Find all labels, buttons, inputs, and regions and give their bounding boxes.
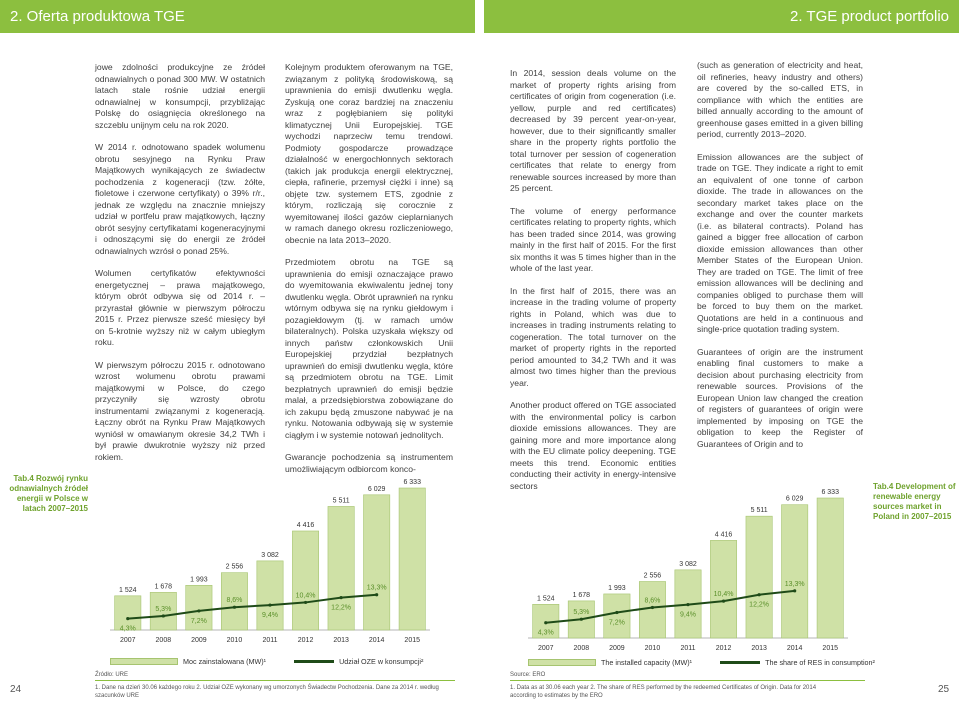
legend-line-swatch — [294, 660, 334, 663]
paragraph: Gwarancje pochodzenia są instrumentem umożliwiającym odbiorcom konco- — [285, 452, 453, 474]
line-value-label: 10,4% — [295, 592, 316, 600]
line-value-label: 12,2% — [331, 604, 352, 612]
x-tick-label: 2011 — [262, 637, 278, 644]
source-left: Źródło: URE — [95, 672, 129, 678]
paragraph: In 2014, session deals volume on the market of property rights arising from certificates of origin from cogeneration (i.e. yellow, purple and red certificates) decreased by 39 percent year-on-year, however, due to their significantly smaller share in the property rights portfolio the total turnover per session of cogeneration certificates that relate to energy from renewable sources increased by more than 25 percent. — [510, 68, 676, 193]
paragraph: Emission allowances are the subject of trade on TGE. They indicate a right to emit an equivalent of one tonne of carbon dioxide. The trade in allowances on the secondary market takes place on the exchange and over the counter markets (i.e. as bilateral contracts). Poland has gained a bigger free allocation of carbon dioxide emission allowances than other Member States of the European Union. They are traded on TGE. The limit of free emission allowances will be declining and companies obliged to purchase them will be forced to buy them on the market. Quotations are held in a continuous and single-price quotation trading system. — [697, 151, 863, 334]
x-tick-label: 2009 — [609, 645, 625, 652]
x-tick-label: 2011 — [680, 645, 696, 652]
table-caption-left: Tab.4 Rozwój rynku odnawialnych źródeł energii w Polsce w latach 2007–2015 — [9, 474, 88, 513]
line-point — [793, 589, 796, 592]
line-value-label: 8,6% — [226, 597, 243, 605]
legend-right — [528, 658, 875, 667]
divider-left — [95, 680, 455, 681]
legend-bar-swatch — [528, 659, 596, 666]
paragraph: In the first half of 2015, there was an increase in the trading volume of property rights in Poland, which was due to increases in trading instruments relating to cogeneration. The total turnover on the market of property rights in the reported period amounted to 34,2 TWh and it was almost two times higher than the previous year. — [510, 285, 676, 388]
line-value-label: 9,4% — [262, 612, 278, 620]
page-number-left: 24 — [10, 684, 22, 695]
bar-value-label: 3 082 — [679, 560, 697, 568]
line-value-label: 13,3% — [784, 580, 805, 588]
bar-value-label: 1 678 — [572, 591, 591, 599]
x-tick-label: 2013 — [751, 645, 767, 652]
legend-bar-swatch — [110, 658, 178, 665]
line-point — [580, 618, 583, 621]
bar-value-label: 1 678 — [154, 583, 173, 591]
bar-value-label: 2 556 — [643, 572, 662, 580]
bar-value-label: 1 524 — [119, 586, 137, 594]
bar-value-label: 5 511 — [332, 497, 350, 505]
table-caption-right: Tab.4 Development of renewable energy sources market in Poland in 2007–2015 — [873, 482, 956, 521]
line-value-label: 7,2% — [190, 617, 207, 625]
divider-right — [510, 680, 865, 681]
line-point — [162, 614, 165, 617]
x-tick-label: 2007 — [119, 637, 136, 644]
line-point — [233, 606, 236, 609]
legend-bar-label: Moc zainstalowana (MW)¹ — [183, 657, 267, 666]
bar-value-label: 6 029 — [785, 495, 804, 503]
header-right: 2. TGE product portfolio — [484, 0, 959, 33]
line-point — [375, 593, 378, 596]
text-column-4 — [697, 60, 863, 461]
x-tick-label: 2014 — [368, 637, 385, 644]
x-tick-label: 2012 — [715, 645, 732, 652]
bar-value-label: 1 993 — [190, 576, 208, 584]
bar — [292, 531, 318, 630]
x-tick-label: 2012 — [297, 637, 314, 644]
bar-value-label: 6 333 — [821, 489, 839, 496]
line-point — [615, 611, 618, 614]
line-point — [126, 617, 129, 620]
line-value-label: 12,2% — [749, 601, 770, 609]
bar-value-label: 1 524 — [537, 595, 555, 603]
line-point — [722, 600, 725, 603]
bar — [257, 561, 283, 630]
bar-value-label: 2 556 — [225, 563, 244, 571]
x-tick-label: 2008 — [155, 637, 172, 644]
bar — [817, 498, 843, 638]
paragraph: Another product offered on TGE associated with the environmental policy is carbon dioxide emissions allowances. They are gaining more and more importance along with the EU climate policy deepening. TGE meets this trend. Economic entities conducting their activity in energy-intensive sectors — [510, 400, 676, 491]
paragraph: Przedmiotem obrotu na TGE są uprawnienia do emisji oznaczające prawo do wyemitowania ekwiwalentu jednej tony dwutlenku węgla. Obrót uprawnień na rynku wtórnym odbywa się na rynku giełdowym i pozagiełdowym (tj. w ramach umów bilateralnych). Polska uzyskała większy od innych państw członkowskich Unii Europejskiej przydział bezpłatnych uprawnień do emisji dwutlenku węgla, które są przedmiotem obrotu na TGE. Limit bezpłatnych uprawnień do emisji będzie malał, a przedsiębiorstwa zobowiązane do ich zakupu będą zmuszone nabywać je na rynku. Notowania odbywają się w systemie ciągłym i w systemie notowań jednolitych. — [285, 257, 453, 440]
line-value-label: 10,4% — [713, 591, 734, 599]
footnote-left: 1. Dane na dzień 30.06 każdego roku 2. Udział OZE wykonany wg umorzonych Świadectw Pochodzenia. Dane za 2014 r. według szacunków URE — [95, 685, 439, 699]
line-point — [340, 596, 343, 599]
line-point — [268, 603, 271, 606]
legend-line-label: Udział OZE w konsumpcji² — [339, 657, 424, 666]
text-column-3 — [510, 68, 676, 503]
x-tick-label: 2015 — [404, 637, 421, 644]
page-number-right: 25 — [938, 684, 950, 695]
x-tick-label: 2008 — [573, 645, 590, 652]
chart-left — [110, 478, 430, 648]
text-column-2 — [285, 62, 453, 486]
legend-bar-label: The installed capacity (MW)¹ — [601, 658, 693, 667]
paragraph: Guarantees of origin are the instrument enabling final customers to make a decision about purchasing electricity from renewable sources. Provisions of the European Union law changed the creation of registers of guarantees of origin were implemented by imposing on TGE the obligation to keep the Register of Guarantees of Origin and to — [697, 346, 863, 449]
text-column-1 — [95, 62, 265, 474]
header-left: 2. Oferta produktowa TGE — [0, 0, 475, 33]
bar-value-label: 5 511 — [750, 507, 768, 515]
x-tick-label: 2010 — [644, 645, 661, 652]
line-point — [758, 593, 761, 596]
legend-line-swatch — [720, 661, 760, 664]
bar — [710, 540, 736, 638]
x-tick-label: 2013 — [333, 637, 349, 644]
paragraph: Wolumen certyfikatów efektywności energetycznej – prawa majątkowego, którym obrót odbywa się od 2014 r. – przyrastał głównie w pierwszym półroczu 2015 r. Przez pierwsze sześć miesięcy był on 5-krotnie wyższy niż w całym ubiegłym roku. — [95, 268, 265, 347]
paragraph: Kolejnym produktem oferowanym na TGE, związanym z polityką środowiskową, są uprawnienia do emisji dwutlenku węgla. Zyskują one coraz bardziej na znaczeniu wraz z pogłębianiem się polityki klimatycznej Unii Europejskiej. TGE wychodzi naprzeciw temu trendowi. Podmioty gospodarcze prowadzące działalność w energochłonnych sektorach (takich jak produkcja energii elektrycznej, ciepła, rafinerie, przemysł ciężki i inne) są objęte tzw. systemem ETS, zgodnie z którym, rozliczają się corocznie z wyemitowanej ilości gazów cieplarnianych w ramach danego okresu rozliczeniowego, obecnie na lata 2013–2020. — [285, 62, 453, 245]
bar-value-label: 4 416 — [714, 531, 733, 539]
x-tick-label: 2009 — [191, 637, 207, 644]
line-point — [544, 621, 547, 624]
x-tick-label: 2014 — [786, 645, 803, 652]
bar — [604, 594, 630, 638]
bar — [782, 505, 808, 638]
legend-line-label: The share of RES in consumption² — [765, 658, 875, 667]
line-point — [651, 606, 654, 609]
line-value-label: 7,2% — [608, 619, 625, 627]
legend-left — [110, 657, 423, 666]
paragraph: W 2014 r. odnotowano spadek wolumenu obrotu sesyjnego na Rynku Praw Majątkowych wynikających ze świadectw pochodzenia z kogeneracji (tzw. żółte, fioletowe i czerwone certyfikaty) o 39% r/r., jednak ze względu na znacznie mniejszy udział w portfelu praw majątkowych, łączny obrót sesyjny certyfikatami kogeneracyjnymi i odnoszącymi się do energii ze źródeł odnawialnych wzrósł o ponad 25%. — [95, 142, 265, 256]
bar-value-label: 4 416 — [296, 521, 315, 529]
line-point — [304, 601, 307, 604]
bar-value-label: 6 029 — [367, 485, 386, 493]
line-value-label: 13,3% — [366, 584, 387, 592]
bar — [399, 488, 425, 630]
paragraph: The volume of energy performance certificates relating to property rights, which has been traded since 2014, was growing mainly in the first half of 2015. For the first six months it was 5 times higher than in the whole of the last year. — [510, 205, 676, 273]
bar — [364, 495, 390, 630]
x-tick-label: 2015 — [822, 645, 839, 652]
bar-value-label: 6 333 — [403, 479, 421, 486]
line-value-label: 9,4% — [680, 611, 696, 619]
bar-value-label: 1 993 — [608, 584, 626, 592]
line-point — [686, 603, 689, 606]
footnote-right: 1. Data as at 30.06 each year 2. The share of RES performed by the redeemed Certificates of Origin. Data for 2014 according to estimates by the ERO — [510, 685, 817, 699]
line-value-label: 8,6% — [644, 597, 661, 605]
line-value-label: 5,3% — [573, 609, 590, 617]
line-value-label: 4,3% — [537, 629, 554, 637]
source-right: Source: ERO — [510, 672, 546, 678]
paragraph: jowe zdolności produkcyjne ze źródeł odnawialnych o ponad 300 MW. W ostatnich latach stale rośnie udział energii odnawialnej w konsumpcji, przybliżając Polskę do osiągnięcia określonego na szczeblu unijnym celu na rok 2020. — [95, 62, 265, 130]
x-tick-label: 2007 — [537, 645, 554, 652]
paragraph: W pierwszym półroczu 2015 r. odnotowano wzrost wolumenu obrotu prawami majątkowymi w Polsce, do czego przyczyniły się wzrosty obrotu instrumentami związanymi z kogeneracją. Łączny obrót na Rynku Praw Majątkowych wyniósł w omawianym okresie 34,2 TWh i był prawie dwukrotnie wyższy niż przed rokiem. — [95, 359, 265, 462]
x-tick-label: 2010 — [226, 637, 243, 644]
line-value-label: 4,3% — [119, 625, 136, 633]
bar — [746, 516, 772, 638]
bar-value-label: 3 082 — [261, 551, 279, 559]
paragraph: (such as generation of electricity and heat, oil refineries, heavy industry and others) are covered by the so-called ETS, in compliance with which the entities are billed annually according to the amount of greenhouse gases emitted in a given billing period, currently 2013–2020. — [697, 60, 863, 139]
line-point — [197, 609, 200, 612]
line-value-label: 5,3% — [155, 605, 172, 613]
chart-right — [528, 478, 848, 653]
